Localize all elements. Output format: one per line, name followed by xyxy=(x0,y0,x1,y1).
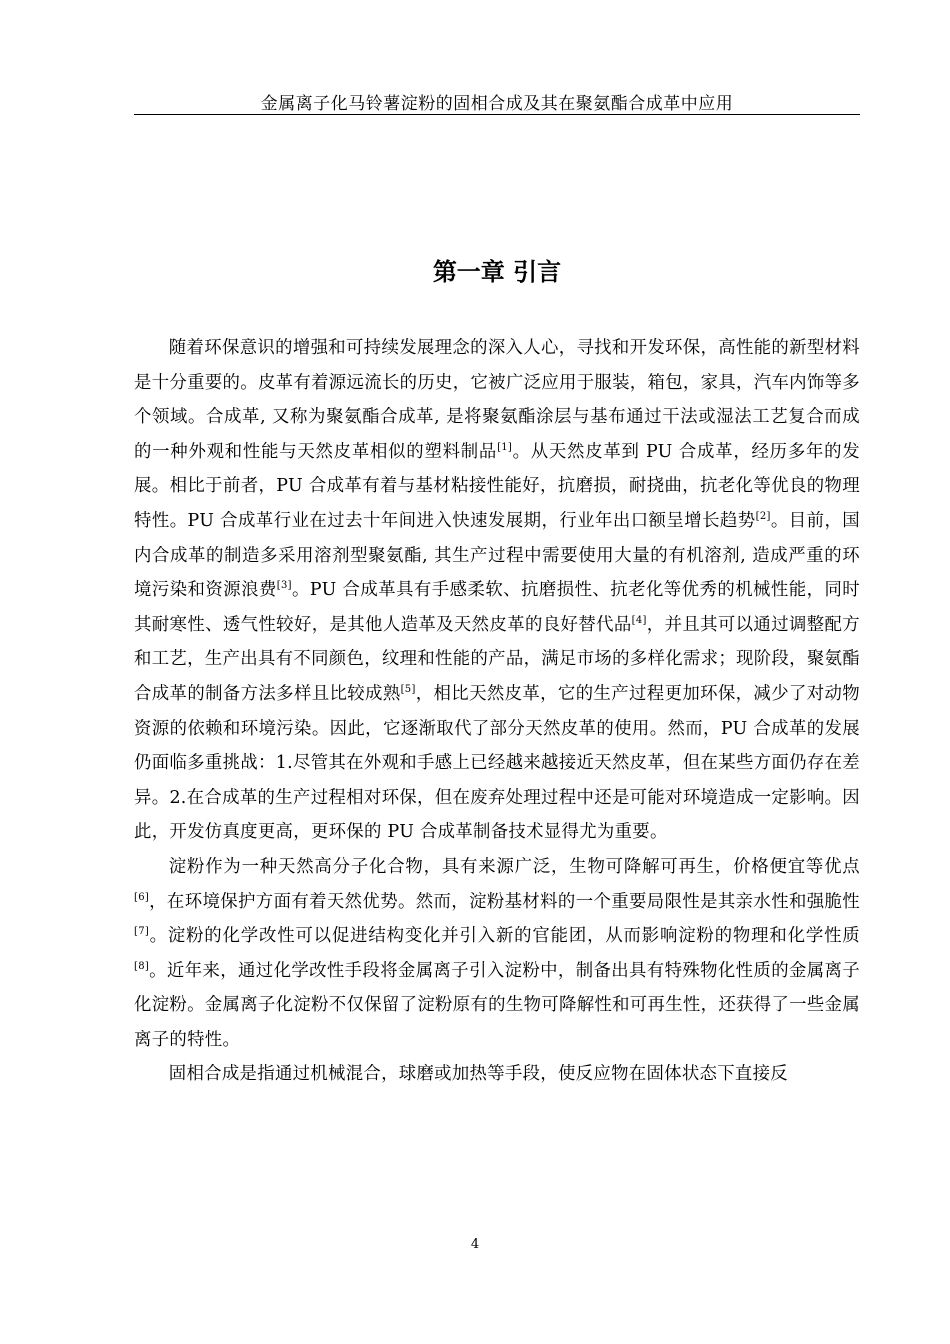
text-run: 。淀粉的化学改性可以促进结构变化并引入新的官能团，从而影响淀粉的物理和化学性质 xyxy=(149,926,860,947)
text-run: 固相合成是指通过机械混合，球磨或加热等手段，使反应物在固体状态下直接反 xyxy=(168,1064,788,1085)
paragraph xyxy=(134,1057,860,1092)
citation-ref: [2] xyxy=(755,510,771,522)
text-run: 。PU 合成革具有手感柔软、抗磨损性、抗老化等优秀的机械性能，同时其耐寒性、透气性较好，是其他人造革及天然皮革的良好替代品 xyxy=(134,580,860,635)
citation-ref: [5] xyxy=(400,683,416,695)
text-run: ，并且其可以通过调整配方和工艺，生产出具有不同颜色，纹理和性能的产品，满足市场的多样化需求；现阶段，聚氨酯合成革的制备方法多样且比较成熟 xyxy=(134,614,860,704)
citation-ref: [8] xyxy=(134,960,150,972)
citation-ref: [7] xyxy=(134,926,150,938)
body-text xyxy=(134,331,860,1211)
text-run: ，在环境保护方面有着天然优势。然而，淀粉基材料的一个重要局限性是其亲水性和强脆性 xyxy=(149,891,860,912)
text-run: 淀粉作为一种天然高分子化合物，具有来源广泛，生物可降解可再生，价格便宜等优点 xyxy=(168,856,860,877)
header-rule xyxy=(134,114,860,115)
paragraph xyxy=(134,331,860,850)
citation-ref: [3] xyxy=(276,580,292,592)
citation-ref: [1] xyxy=(497,441,513,453)
text-run: 。从天然皮革到 PU 合成革，经历多年的发展。相比于前者，PU 合成革有着与基材粘接性能好，抗磨损，耐挠曲，抗老化等优良的物理特性。PU 合成革行业在过去十年间进入快速发展期，行业年出口额呈增长趋势 xyxy=(134,441,860,531)
citation-ref: [4] xyxy=(631,614,647,626)
paragraph xyxy=(134,850,860,1058)
running-header: 金属离子化马铃薯淀粉的固相合成及其在聚氨酯合成革中应用 xyxy=(260,94,734,114)
page-number: 4 xyxy=(470,1237,480,1252)
citation-ref: [6] xyxy=(134,891,150,903)
chapter-title: 第一章 引言 xyxy=(432,258,562,286)
text-run: 。近年来，通过化学改性手段将金属离子引入淀粉中，制备出具有特殊物化性质的金属离子化淀粉。金属离子化淀粉不仅保留了淀粉原有的生物可降解性和可再生性，还获得了一些金属离子的特性。 xyxy=(134,960,860,1050)
text-run: 随着环保意识的增强和可持续发展理念的深入人心，寻找和开发环保，高性能的新型材料是十分重要的。皮革有着源远流长的历史，它被广泛应用于服装，箱包，家具，汽车内饰等多个领域。合成革, 又称为聚氨酯合成革, 是将聚氨酯涂层与基布通过干法或湿法工艺复合而成的一种外观和性能与天然皮革相似的塑料制品 xyxy=(134,338,860,462)
text-run: ，相比天然皮革，它的生产过程更加环保，减少了对动物资源的依赖和环境污染。因此，它逐渐取代了部分天然皮革的使用。然而，PU 合成革的发展仍面临多重挑战：1.尽管其在外观和手感上已经越来越接近天然皮革，但在某些方面仍存在差异。2.在合成革的生产过程相对环保，但在废弃处理过程中还是可能对环境造成一定影响。因此，开发仿真度更高，更环保的 PU 合成革制备技术显得尤为重要。 xyxy=(134,683,860,843)
text-run: 。目前，国内合成革的制造多采用溶剂型聚氨酯, 其生产过程中需要使用大量的有机溶剂, 造成严重的环境污染和资源浪费 xyxy=(134,510,860,601)
